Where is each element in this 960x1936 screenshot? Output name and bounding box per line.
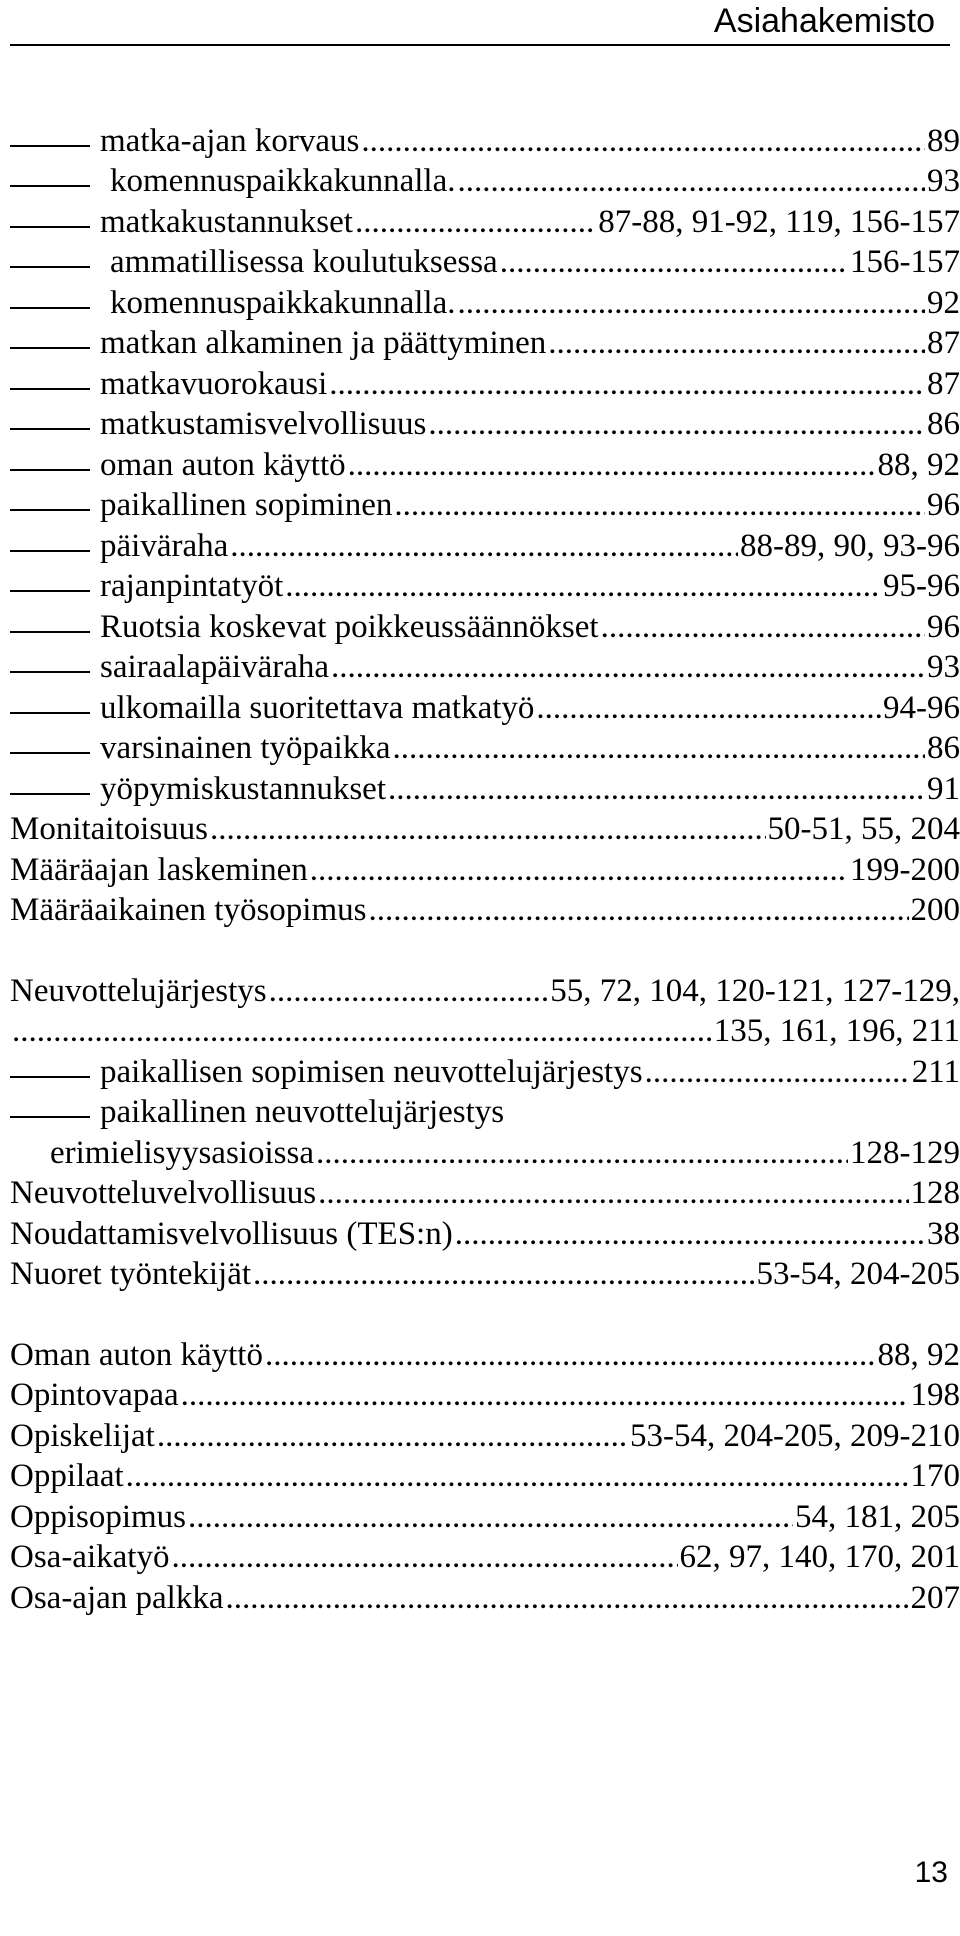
index-pages: 88, 92	[877, 1336, 960, 1373]
index-entry	[10, 687, 960, 728]
index-pages: 96	[927, 487, 960, 523]
dot-leader	[458, 283, 925, 323]
dot-leader	[348, 445, 876, 485]
dot-leader	[361, 121, 925, 161]
index-pages: 135, 161, 196, 211	[713, 1013, 960, 1049]
index-pages: 93	[927, 649, 960, 685]
dot-leader	[226, 1578, 909, 1618]
section-gap	[10, 1294, 960, 1334]
page-header	[10, 0, 950, 46]
dot-leader	[265, 1335, 876, 1375]
dot-leader	[331, 647, 925, 687]
dot-leader	[329, 364, 925, 404]
index-term: varsinainen työpaikka	[100, 730, 391, 766]
index-pages: 86	[927, 406, 960, 442]
dot-leader	[171, 1537, 677, 1577]
index-term: matkavuorokausi	[100, 365, 328, 402]
index-entry	[10, 1537, 960, 1578]
index-pages: 50-51, 55, 204	[767, 811, 960, 847]
index-term: matka-ajan korvaus	[100, 122, 360, 159]
index-entry	[10, 282, 960, 323]
index-term: paikallinen neuvottelujärjestys	[100, 1094, 505, 1130]
index-term: Määräajan laskeminen	[10, 851, 308, 888]
index-pages: 53-54, 204-205, 209-210	[630, 1417, 960, 1454]
subentry-dash	[10, 631, 90, 633]
subentry-dash	[10, 793, 90, 795]
dot-leader	[536, 688, 881, 728]
dot-leader	[548, 323, 925, 363]
index-entry	[10, 1334, 960, 1375]
index-entry	[10, 404, 960, 445]
subentry-dash	[10, 1116, 90, 1118]
subentry-dash	[10, 388, 90, 390]
subentry-dash	[10, 347, 90, 349]
index-entry	[10, 1213, 960, 1254]
index-entry	[10, 890, 960, 931]
index-term: Oman auton käyttö	[10, 1336, 263, 1373]
index-term: Ruotsia koskevat poikkeussäännökset	[100, 608, 599, 645]
index-entry	[10, 201, 960, 242]
subentry-dash	[10, 712, 90, 714]
index-term: Oppisopimus	[10, 1498, 187, 1535]
index-term: paikallinen sopiminen	[100, 487, 393, 523]
dot-leader	[500, 242, 848, 282]
index-pages: 92	[927, 284, 960, 321]
subentry-dash	[10, 145, 90, 147]
index-entry	[10, 728, 960, 769]
index-entry	[10, 1577, 960, 1618]
dot-leader	[230, 526, 738, 566]
dot-leader	[269, 971, 549, 1011]
index-term: Määräaikainen työsopimus	[10, 892, 367, 928]
index-term: Opiskelijat	[10, 1417, 155, 1454]
index-entry	[10, 1456, 960, 1497]
index-entry	[10, 1254, 960, 1295]
index-term: erimielisyysasioissa	[50, 1134, 314, 1171]
index-term: Nuoret työntekijät	[10, 1256, 252, 1292]
index-entry	[10, 1132, 960, 1173]
index-pages: 198	[910, 1377, 960, 1413]
index-term: päiväraha	[100, 527, 229, 564]
dot-leader	[393, 728, 926, 768]
dot-leader	[355, 202, 596, 242]
index-entry	[10, 1415, 960, 1456]
dot-leader	[157, 1416, 628, 1456]
index-entry	[10, 1173, 960, 1214]
dot-leader	[316, 1133, 848, 1173]
index-term: ammatillisessa koulutuksessa	[110, 244, 498, 280]
index-entry	[10, 120, 960, 161]
section-gap	[10, 930, 960, 970]
index-pages: 91	[927, 770, 960, 807]
index-term: oman auton käyttö	[100, 446, 346, 483]
index-term: matkakustannukset	[100, 203, 353, 240]
index-pages: 200	[910, 892, 960, 928]
index-pages: 54, 181, 205	[795, 1498, 960, 1535]
index-pages: 87-88, 91-92, 119, 156-157	[598, 203, 960, 240]
index-pages: 87	[927, 365, 960, 402]
index-pages: 62, 97, 140, 170, 201	[679, 1539, 960, 1575]
index-term: Oppilaat	[10, 1458, 124, 1494]
index-term: rajanpintatyöt	[100, 568, 284, 604]
index-entry	[10, 809, 960, 850]
subentry-dash	[10, 185, 90, 187]
subentry-dash	[10, 307, 90, 309]
index-entry	[10, 566, 960, 607]
index-term: komennuspaikkakunnalla.	[110, 284, 456, 321]
subentry-dash	[10, 1076, 90, 1078]
index-term: Opintovapaa	[10, 1377, 179, 1413]
index-term: sairaalapäiväraha	[100, 649, 330, 685]
index-term: Osa-ajan palkka	[10, 1579, 224, 1616]
index-entry	[10, 1496, 960, 1537]
index-term: matkan alkaminen ja päättyminen	[100, 325, 547, 361]
index-entry	[10, 606, 960, 647]
index-pages: 93	[927, 163, 960, 199]
dot-leader	[210, 809, 765, 849]
page-title: Asiahakemisto	[713, 2, 935, 40]
subentry-dash	[10, 752, 90, 754]
page-number: 13	[914, 1856, 948, 1889]
dot-leader	[126, 1456, 909, 1496]
index-term: Neuvotteluvelvollisuus	[10, 1175, 317, 1211]
index-entry	[10, 1011, 960, 1052]
index-term: Noudattamisvelvollisuus (TES:n)	[10, 1215, 453, 1252]
index-pages: 88-89, 90, 93-96	[740, 527, 960, 564]
dot-leader	[428, 404, 925, 444]
dot-leader	[458, 161, 925, 201]
subentry-dash	[10, 590, 90, 592]
dot-leader	[601, 607, 925, 647]
dot-leader	[455, 1214, 925, 1254]
index-entry	[10, 242, 960, 283]
index-entry	[10, 323, 960, 364]
dot-leader	[645, 1052, 910, 1092]
index-pages: 86	[927, 730, 960, 766]
index-term: Monitaitoisuus	[10, 811, 209, 847]
dot-leader	[318, 1173, 908, 1213]
index-entry	[10, 849, 960, 890]
dot-leader	[394, 485, 925, 525]
index-pages: 87	[927, 325, 960, 361]
index-entry	[10, 647, 960, 688]
subentry-dash	[10, 469, 90, 471]
subentry-dash	[10, 550, 90, 552]
subentry-dash	[10, 266, 90, 268]
index-entry	[10, 1092, 960, 1133]
index-pages: 88, 92	[877, 446, 960, 483]
dot-leader	[188, 1497, 793, 1537]
index-term: Osa-aikatyö	[10, 1539, 170, 1575]
index-pages: 38	[927, 1215, 960, 1252]
index-pages: 128	[910, 1175, 960, 1211]
dot-leader	[253, 1254, 754, 1294]
index-entry	[10, 525, 960, 566]
subject-index	[10, 120, 960, 1618]
index-term: paikallisen sopimisen neuvottelujärjestys	[100, 1053, 643, 1090]
index-entry	[10, 970, 960, 1011]
index-entry	[10, 444, 960, 485]
subentry-dash	[10, 671, 90, 673]
index-pages: 128-129	[850, 1134, 960, 1171]
dot-leader	[12, 1011, 712, 1051]
index-entry	[10, 485, 960, 526]
index-pages: 94-96	[883, 689, 960, 726]
index-entry	[10, 363, 960, 404]
index-term: komennuspaikkakunnalla.	[110, 163, 456, 199]
dot-leader	[181, 1375, 909, 1415]
dot-leader	[388, 769, 925, 809]
subentry-dash	[10, 428, 90, 430]
index-term: Neuvottelujärjestys	[10, 972, 267, 1009]
index-entry	[10, 1051, 960, 1092]
subentry-dash	[10, 509, 90, 511]
index-pages: 53-54, 204-205	[756, 1256, 960, 1292]
index-pages: 170	[910, 1458, 960, 1494]
index-term: matkustamisvelvollisuus	[100, 406, 427, 442]
dot-leader	[285, 566, 881, 606]
subentry-dash	[10, 226, 90, 228]
index-entry	[10, 768, 960, 809]
index-pages: 156-157	[850, 244, 960, 280]
index-pages: 207	[910, 1579, 960, 1616]
index-entry	[10, 1375, 960, 1416]
index-pages: 55, 72, 104, 120-121, 127-129,	[550, 972, 960, 1009]
index-term: ulkomailla suoritettava matkatyö	[100, 689, 535, 726]
dot-leader	[369, 890, 909, 930]
index-entry	[10, 161, 960, 202]
index-pages: 95-96	[883, 568, 960, 604]
index-pages: 199-200	[850, 851, 960, 888]
index-term: yöpymiskustannukset	[100, 770, 386, 807]
dot-leader	[310, 850, 848, 890]
index-pages: 211	[911, 1053, 960, 1090]
index-pages: 96	[927, 608, 960, 645]
index-pages: 89	[927, 122, 960, 159]
